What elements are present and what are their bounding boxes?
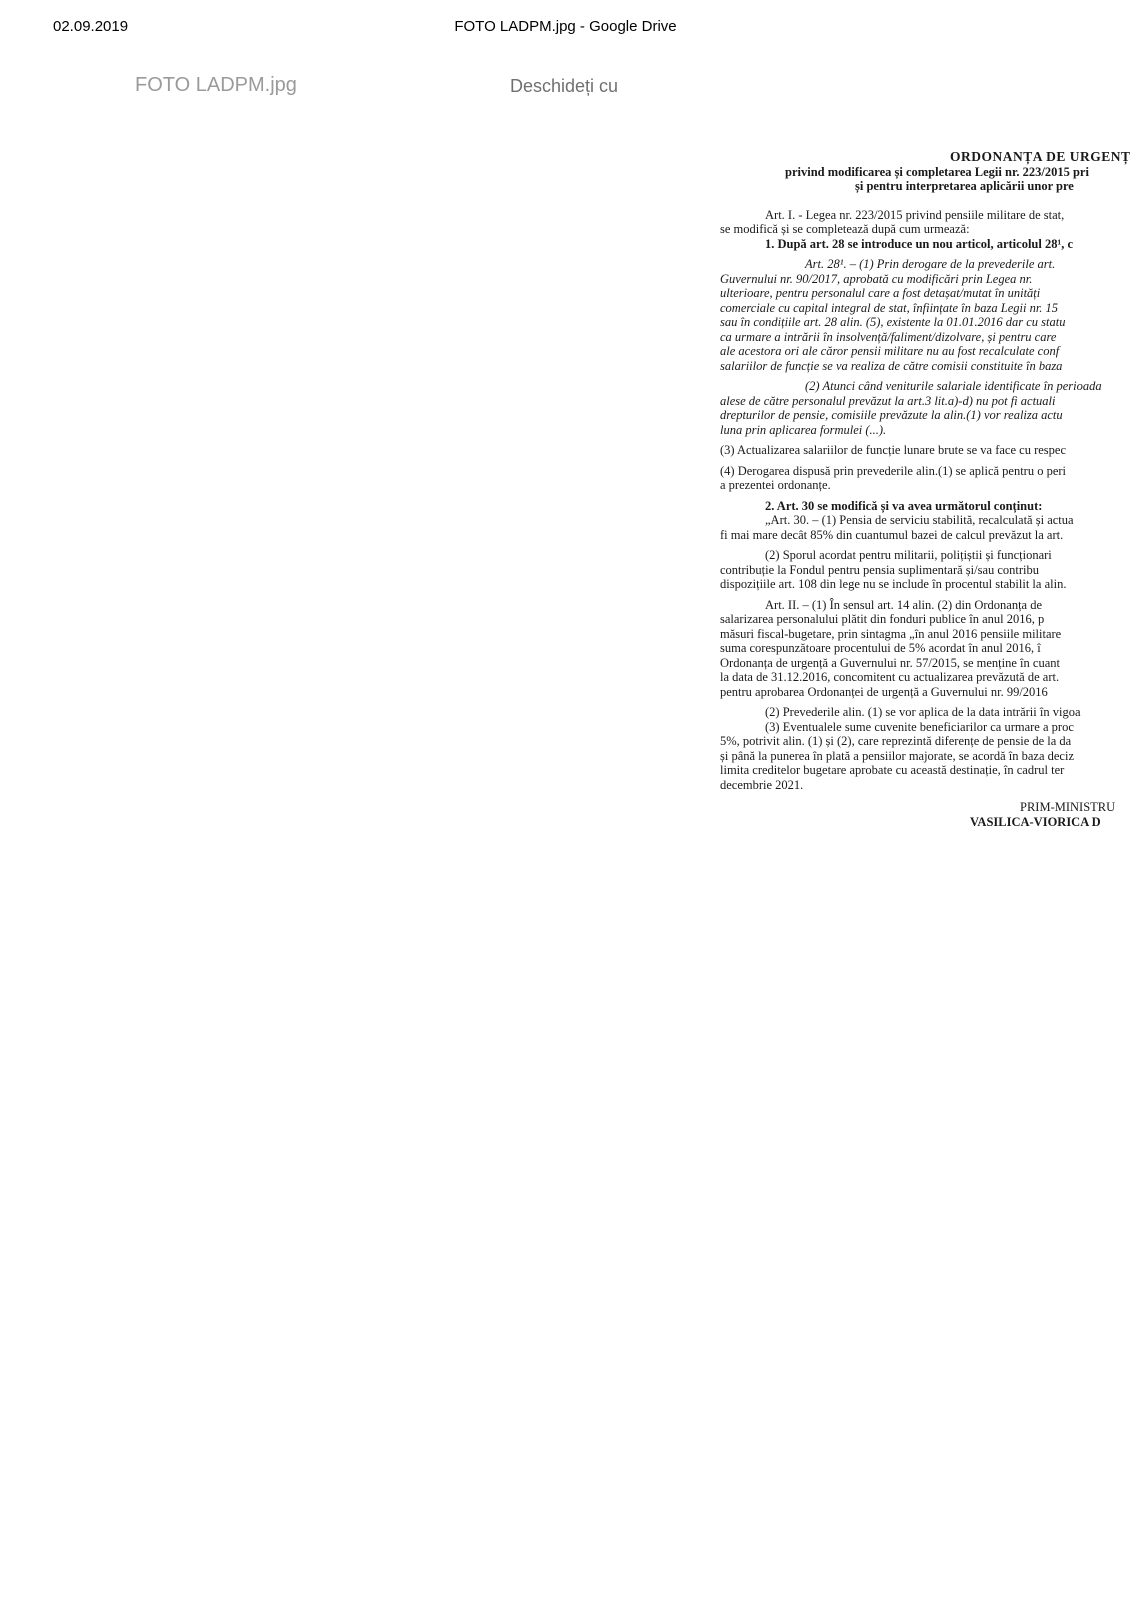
doc-line: (3) Actualizarea salariilor de funcție lunare brute se va face cu respec [720, 443, 1066, 457]
doc-line: Ordonanța de urgență a Guvernului nr. 57/2015, se menține în cuant [720, 655, 1060, 670]
doc-line: alese de către personalul prevăzut la art.3 lit.a)-d) nu pot fi actuali [720, 393, 1056, 408]
doc-line: (3) Eventualele sume cuvenite beneficiarilor ca urmare a proc [765, 719, 1074, 734]
doc-line: Guvernului nr. 90/2017, aprobată cu modificări prin Legea nr. [720, 271, 1033, 286]
doc-line: comerciale cu capital integral de stat, înființate în baza Legii nr. 15 [720, 300, 1059, 315]
doc-line: limita creditelor bugetare aprobate cu această destinație, în cadrul ter [720, 763, 1065, 777]
drive-viewer-toolbar [0, 70, 1131, 110]
doc-line: (2) Atunci când veniturile salariale identificate în perioada [805, 379, 1102, 393]
file-name: FOTO LADPM.jpg [135, 74, 297, 96]
doc-line: luna prin aplicarea formulei (...). [720, 422, 887, 437]
doc-line: la data de 31.12.2016, concomitent cu actualizarea prevăzută de art. [720, 670, 1060, 684]
doc-line: drepturilor de pensie, comisiile prevăzute la alin.(1) vor realiza actu [720, 408, 1063, 422]
doc-line: „Art. 30. – (1) Pensia de serviciu stabilită, recalculată și actua [765, 513, 1074, 527]
doc-line: ca urmare a intrării în insolvență/faliment/dizolvare, și pentru care [720, 329, 1057, 344]
doc-line: PRIM-MINISTRU [1020, 800, 1116, 814]
doc-line: Art. 28¹. – (1) Prin derogare de la prevederile art. [805, 257, 1056, 271]
open-with-button[interactable]: Deschideți cu [510, 76, 619, 96]
doc-line: și până la punerea în plată a pensiilor majorate, se acordă în baza deciz [720, 748, 1074, 763]
doc-line: Art. I. - Legea nr. 223/2015 privind pensiile militare de stat, [765, 207, 1065, 222]
doc-line: contribuție la Fondul pentru pensia suplimentară și/sau contribu [720, 562, 1040, 577]
doc-line: a prezentei ordonanțe. [720, 478, 831, 492]
doc-line: și pentru interpretarea aplicării unor pre [855, 179, 1074, 193]
doc-line: ulterioare, pentru personalul care a fost detașat/mutat în unități [720, 286, 1041, 300]
doc-line: 5%, potrivit alin. (1) și (2), care reprezintă diferențe de pensie de la da [720, 734, 1072, 748]
doc-line: se modifică și se completează după cum urmează: [720, 222, 970, 236]
doc-line: (4) Derogarea dispusă prin prevederile alin.(1) se aplică pentru o peri [720, 463, 1067, 478]
doc-line: pentru aprobarea Ordonanței de urgență a Guvernului nr. 99/2016 [720, 684, 1048, 699]
document-text [720, 140, 1131, 829]
doc-line: decembrie 2021. [720, 777, 804, 792]
doc-line: măsuri fiscal-bugetare, prin sintagma „în anul 2016 pensiile militare [720, 626, 1062, 641]
doc-line: salariilor de funcție se va realiza de către comisii constituite în baza [720, 358, 1063, 373]
doc-line: privind modificarea și completarea Legii nr. 223/2015 pri [785, 164, 1089, 179]
doc-line: fi mai mare decât 85% din cuantumul bazei de calcul prevăzut la art. [720, 527, 1064, 542]
document-image-preview [710, 140, 1131, 940]
doc-line: (2) Sporul acordat pentru militarii, polițiștii și funcționari [765, 548, 1052, 562]
doc-line: dispozițiile art. 108 din lege nu se include în procentul stabilit la alin. [720, 577, 1067, 591]
doc-line: suma corespunzătoare procentului de 5% acordat în anul 2016, î [720, 641, 1041, 655]
doc-line: salarizarea personalului plătit din fonduri publice în anul 2016, p [720, 612, 1045, 626]
doc-line: ORDONANȚA DE URGENȚ [950, 149, 1131, 164]
doc-line: ale acestora ori ale căror pensii militare nu au fost recalculate conf [720, 344, 1060, 358]
doc-line: sau în condițiile art. 28 alin. (5), existente la 01.01.2016 dar cu statu [720, 315, 1066, 329]
doc-line: Art. II. – (1) În sensul art. 14 alin. (2) din Ordonanța de [765, 597, 1043, 612]
doc-line: 2. Art. 30 se modifică și va avea următorul conținut: [765, 498, 1043, 513]
print-page-title: FOTO LADPM.jpg - Google Drive [454, 18, 677, 35]
doc-line: 1. După art. 28 se introduce un nou articol, articolul 28¹, c [765, 236, 1074, 251]
print-date: 02.09.2019 [53, 18, 129, 35]
doc-line: (2) Prevederile alin. (1) se vor aplica de la data intrării în vigoa [765, 705, 1081, 719]
doc-line: VASILICA-VIORICA D [970, 814, 1101, 829]
